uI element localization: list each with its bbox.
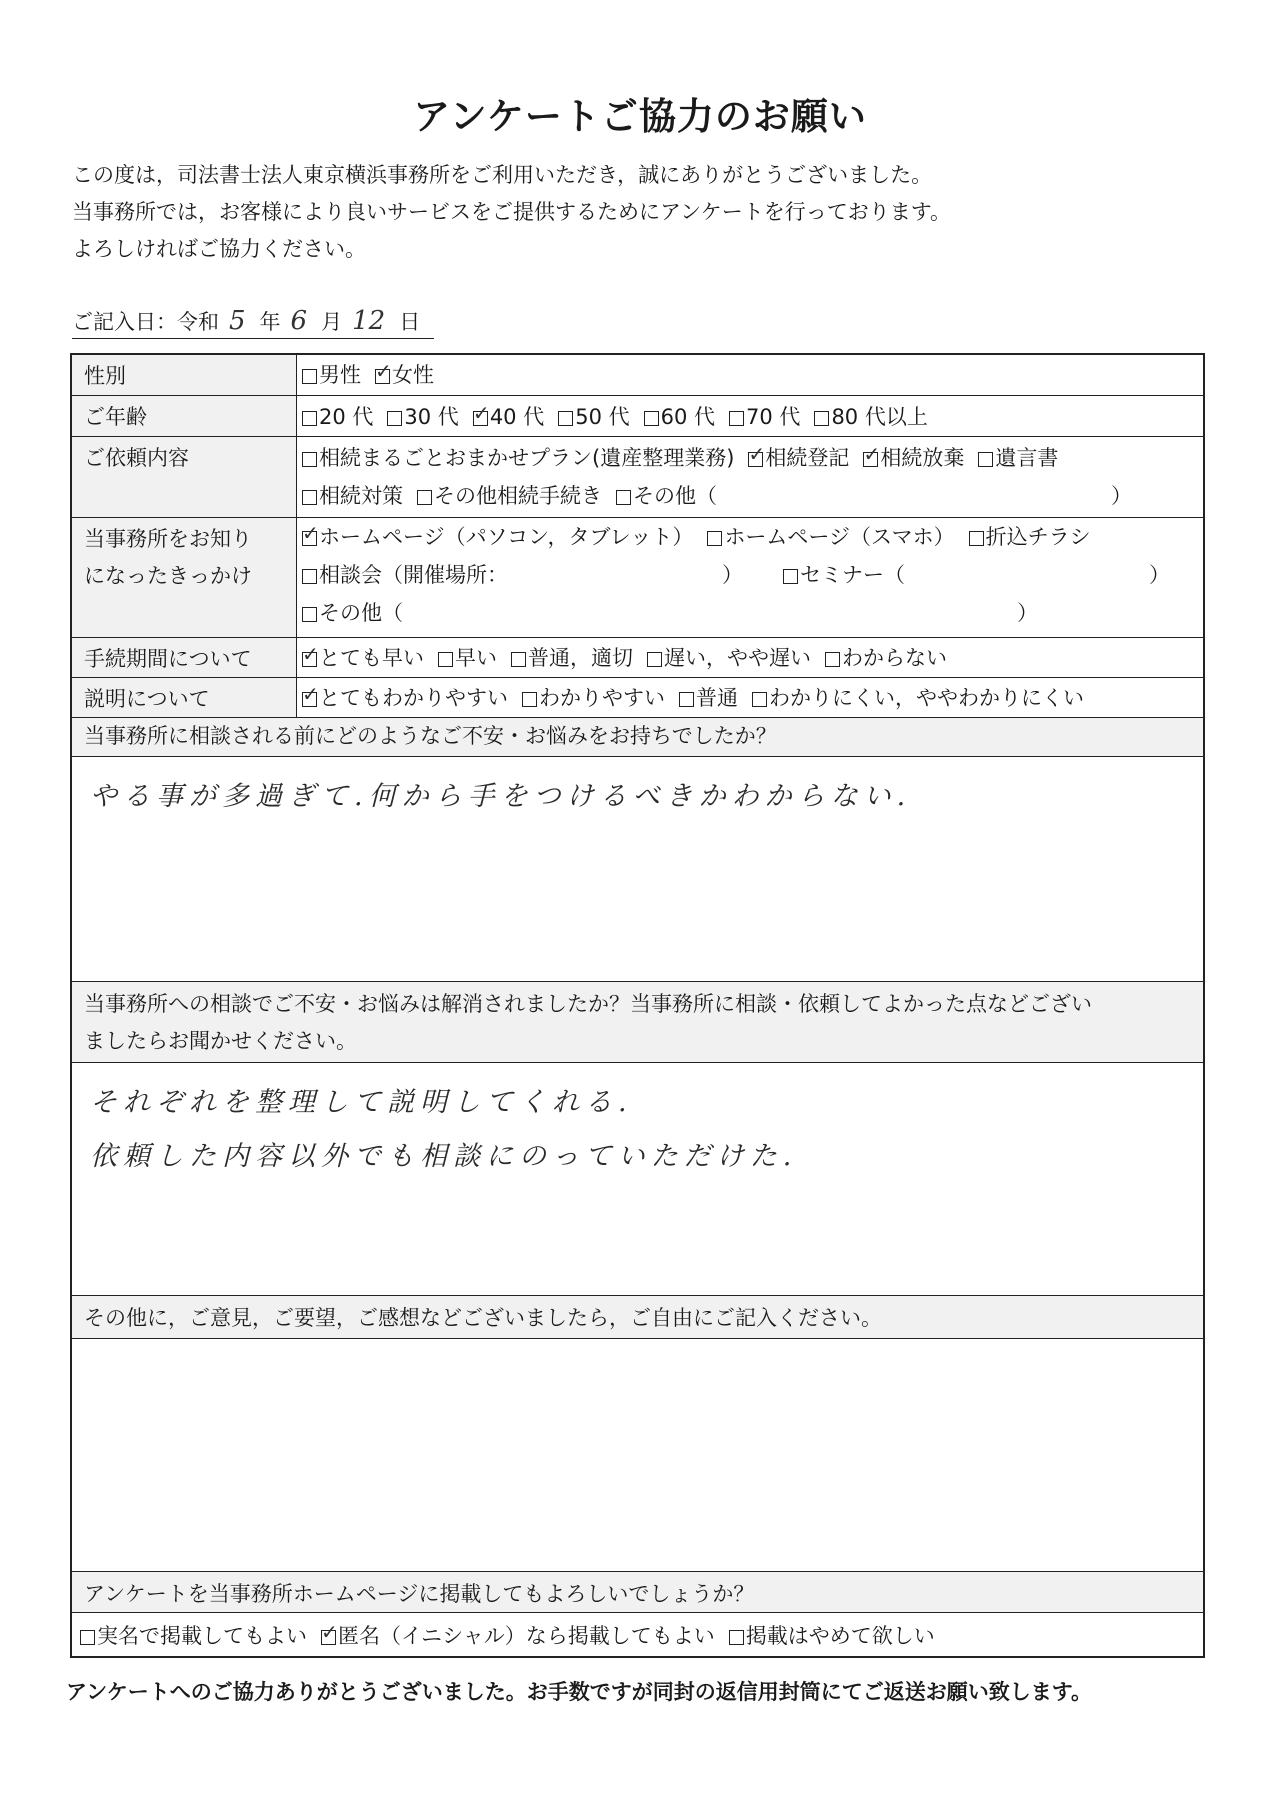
explanation-label: 説明について bbox=[72, 678, 297, 717]
source-option-label: 相談会（開催場所： bbox=[319, 563, 508, 587]
checkbox-icon[interactable] bbox=[302, 369, 317, 384]
q2-question-line: ましたらお聞かせください。 bbox=[84, 1029, 357, 1053]
period-option-label: わからない bbox=[842, 646, 947, 670]
age-option-label: 60 代 bbox=[660, 405, 716, 429]
source-option-label: ホームページ（パソコン，タブレット） bbox=[319, 525, 694, 549]
gender-label: 性別 bbox=[72, 355, 297, 395]
explanation-option[interactable] bbox=[522, 686, 665, 710]
entry-date bbox=[72, 306, 434, 339]
request-close-paren: ） bbox=[1111, 484, 1132, 508]
explanation-options bbox=[302, 679, 1203, 717]
checkbox-checked-icon[interactable] bbox=[302, 531, 317, 546]
source-row bbox=[72, 517, 1203, 637]
explanation-option[interactable] bbox=[752, 686, 1084, 710]
checkbox-icon[interactable] bbox=[752, 692, 767, 707]
period-option[interactable] bbox=[302, 646, 424, 670]
age-option[interactable] bbox=[473, 405, 544, 429]
date-label: ご記入日：令和 bbox=[72, 310, 219, 334]
source-label-line: になったきっかけ bbox=[84, 564, 252, 588]
explanation-option[interactable] bbox=[302, 686, 508, 710]
checkbox-icon[interactable] bbox=[783, 569, 798, 584]
request-option[interactable] bbox=[978, 446, 1058, 470]
checkbox-icon[interactable] bbox=[417, 490, 432, 505]
footer-thanks: アンケートへのご協力ありがとうございました。お手数ですが同封の返信用封筒にてご返送お願い致します。 bbox=[66, 1680, 1093, 1704]
age-option-label: 40 代 bbox=[489, 405, 545, 429]
request-option-label: その他相続手続き bbox=[434, 484, 602, 508]
request-option-label: 相続対策 bbox=[319, 484, 403, 508]
intro-line: この度は，司法書士法人東京横浜事務所をご利用いただき，誠にありがとうございました。 bbox=[72, 163, 933, 187]
age-option[interactable] bbox=[387, 405, 458, 429]
checkbox-icon[interactable] bbox=[825, 652, 840, 667]
request-option[interactable] bbox=[302, 484, 403, 508]
checkbox-icon[interactable] bbox=[616, 490, 631, 505]
checkbox-checked-icon[interactable] bbox=[302, 652, 317, 667]
source-option-label: セミナー（ bbox=[800, 563, 905, 587]
source-options bbox=[302, 518, 1203, 632]
date-day-unit: 日 bbox=[399, 310, 421, 334]
checkbox-icon[interactable] bbox=[679, 692, 694, 707]
publish-option[interactable] bbox=[729, 1624, 935, 1648]
request-row bbox=[72, 436, 1203, 517]
period-option[interactable] bbox=[511, 646, 633, 670]
gender-options bbox=[302, 356, 1203, 394]
period-option-label: とても早い bbox=[319, 646, 424, 670]
publish-options bbox=[80, 1617, 949, 1655]
period-options bbox=[302, 639, 1203, 677]
explanation-option-label: とてもわかりやすい bbox=[319, 686, 508, 710]
explanation-option-label: わかりやすい bbox=[539, 686, 665, 710]
age-option-label: 50 代 bbox=[575, 405, 630, 429]
request-label: ご依頼内容 bbox=[72, 437, 297, 517]
checkbox-checked-icon[interactable] bbox=[302, 692, 317, 707]
checkbox-icon[interactable] bbox=[302, 569, 317, 584]
period-option-label: 遅い，やや遅い bbox=[664, 646, 811, 670]
publish-option[interactable] bbox=[321, 1624, 715, 1648]
period-option[interactable] bbox=[647, 646, 811, 670]
age-option-label: 70 代 bbox=[746, 405, 801, 429]
explanation-row bbox=[72, 677, 1203, 717]
q2-question-line: 当事務所への相談でご不安・お悩みは解消されましたか？当事務所に相談・依頼してよかった点などござい bbox=[84, 992, 1092, 1016]
checkbox-icon[interactable] bbox=[302, 411, 317, 426]
source-option-label: その他（ bbox=[319, 601, 403, 625]
gender-option-label: 女性 bbox=[392, 363, 434, 387]
request-option-label: 相続まるごとおまかせプラン(遺産整理業務) bbox=[319, 446, 735, 470]
age-label: ご年齢 bbox=[72, 396, 297, 436]
checkbox-icon[interactable] bbox=[814, 411, 829, 426]
request-option[interactable] bbox=[417, 484, 602, 508]
age-option[interactable] bbox=[558, 405, 629, 429]
q3-question: その他に，ご意見，ご要望，ご感想などございましたら，ご自由にご記入ください。 bbox=[72, 1295, 1203, 1339]
gender-option[interactable] bbox=[302, 363, 361, 387]
age-row bbox=[72, 395, 1203, 436]
q2-question bbox=[72, 981, 1203, 1063]
source-option[interactable] bbox=[707, 525, 954, 549]
intro-line: 当事務所では，お客様により良いサービスをご提供するためにアンケートを行っております。 bbox=[72, 200, 952, 224]
checkbox-icon[interactable] bbox=[558, 411, 573, 426]
publish-option-label: 掲載はやめて欲しい bbox=[745, 1624, 935, 1648]
source-close-paren: ） bbox=[722, 563, 743, 587]
date-year-unit: 年 bbox=[259, 310, 281, 334]
checkbox-icon[interactable] bbox=[302, 452, 317, 467]
checkbox-icon[interactable] bbox=[647, 652, 662, 667]
age-options bbox=[302, 398, 1203, 436]
request-option-label: 遺言書 bbox=[995, 446, 1059, 470]
source-option[interactable] bbox=[302, 525, 693, 549]
explanation-option-label: 普通 bbox=[696, 686, 738, 710]
checkbox-icon[interactable] bbox=[302, 490, 317, 505]
q1-question: 当事務所に相談される前にどのようなご不安・お悩みをお持ちでしたか？ bbox=[72, 717, 1203, 757]
gender-option[interactable] bbox=[375, 363, 434, 387]
checkbox-icon[interactable] bbox=[302, 607, 317, 622]
period-row bbox=[72, 637, 1203, 677]
checkbox-icon[interactable] bbox=[978, 452, 993, 467]
request-option[interactable] bbox=[302, 446, 734, 470]
checkbox-icon[interactable] bbox=[969, 531, 984, 546]
request-option-label: 相続登記 bbox=[765, 446, 850, 470]
source-option[interactable] bbox=[783, 563, 905, 587]
age-option-label: 80 代以上 bbox=[831, 405, 928, 429]
source-option[interactable] bbox=[302, 563, 508, 587]
checkbox-icon[interactable] bbox=[644, 411, 659, 426]
source-option[interactable] bbox=[302, 601, 403, 625]
checkbox-icon[interactable] bbox=[438, 652, 453, 667]
q2-answer-line[interactable]: それぞれを整理して説明してくれる. bbox=[90, 1087, 633, 1118]
source-label bbox=[72, 518, 297, 637]
request-option-label: その他（ bbox=[633, 484, 717, 508]
q2-answer-line[interactable]: 依頼した内容以外でも相談にのっていただけた. bbox=[90, 1141, 798, 1172]
checkbox-icon[interactable] bbox=[80, 1630, 95, 1645]
gender-row bbox=[72, 355, 1203, 395]
request-option[interactable] bbox=[616, 484, 717, 508]
period-option-label: 早い bbox=[455, 646, 497, 670]
date-month-value[interactable]: 6 bbox=[290, 306, 308, 336]
checkbox-checked-icon[interactable] bbox=[473, 411, 488, 426]
publish-question: アンケートを当事務所ホームページに掲載してもよろしいでしょうか？ bbox=[72, 1571, 1203, 1613]
period-option-label: 普通，適切 bbox=[528, 646, 633, 670]
request-option[interactable] bbox=[748, 446, 849, 470]
source-label-line: 当事務所をお知り bbox=[84, 527, 252, 551]
source-option[interactable] bbox=[969, 525, 1091, 549]
survey-form bbox=[70, 353, 1205, 1658]
checkbox-icon[interactable] bbox=[511, 652, 526, 667]
date-year-value[interactable]: 5 bbox=[229, 306, 246, 336]
request-options bbox=[302, 439, 1203, 515]
checkbox-checked-icon[interactable] bbox=[863, 452, 878, 467]
checkbox-checked-icon[interactable] bbox=[748, 452, 763, 467]
age-option[interactable] bbox=[729, 405, 800, 429]
page-title: アンケートご協力のお願い bbox=[413, 95, 867, 138]
date-day-value[interactable]: 12 bbox=[352, 306, 386, 336]
source-close-paren: ） bbox=[1149, 563, 1170, 587]
q1-answer[interactable]: やる事が多過ぎて.何から手をつけるべきかわからない. bbox=[90, 781, 912, 812]
request-option[interactable] bbox=[863, 446, 964, 470]
publish-option[interactable] bbox=[80, 1624, 307, 1648]
checkbox-icon[interactable] bbox=[729, 411, 744, 426]
request-option-label: 相続放棄 bbox=[880, 446, 965, 470]
publish-option-label: 実名で掲載してもよい bbox=[97, 1624, 307, 1648]
period-option[interactable] bbox=[438, 646, 497, 670]
checkbox-icon[interactable] bbox=[522, 692, 537, 707]
checkbox-icon[interactable] bbox=[729, 1630, 744, 1645]
checkbox-icon[interactable] bbox=[387, 411, 402, 426]
checkbox-icon[interactable] bbox=[707, 531, 722, 546]
age-option-label: 30 代 bbox=[404, 405, 459, 429]
period-option[interactable] bbox=[825, 646, 947, 670]
intro-line: よろしければご協力ください。 bbox=[72, 237, 366, 261]
source-close-paren: ） bbox=[1017, 601, 1038, 625]
gender-option-label: 男性 bbox=[319, 363, 361, 387]
age-option[interactable] bbox=[814, 405, 927, 429]
source-option-label: 折込チラシ bbox=[985, 525, 1091, 549]
age-option[interactable] bbox=[644, 405, 715, 429]
explanation-option-label: わかりにくい，ややわかりにくい bbox=[769, 686, 1084, 710]
publish-option-label: 匿名（イニシャル）なら掲載してもよい bbox=[338, 1624, 715, 1648]
source-option-label: ホームページ（スマホ） bbox=[724, 525, 955, 549]
date-month-unit: 月 bbox=[321, 310, 343, 334]
period-label: 手続期間について bbox=[72, 638, 297, 677]
intro-text bbox=[72, 157, 951, 268]
age-option[interactable] bbox=[302, 405, 373, 429]
checkbox-checked-icon[interactable] bbox=[375, 369, 390, 384]
checkbox-checked-icon[interactable] bbox=[321, 1630, 336, 1645]
age-option-label: 20 代 bbox=[319, 405, 374, 429]
explanation-option[interactable] bbox=[679, 686, 738, 710]
